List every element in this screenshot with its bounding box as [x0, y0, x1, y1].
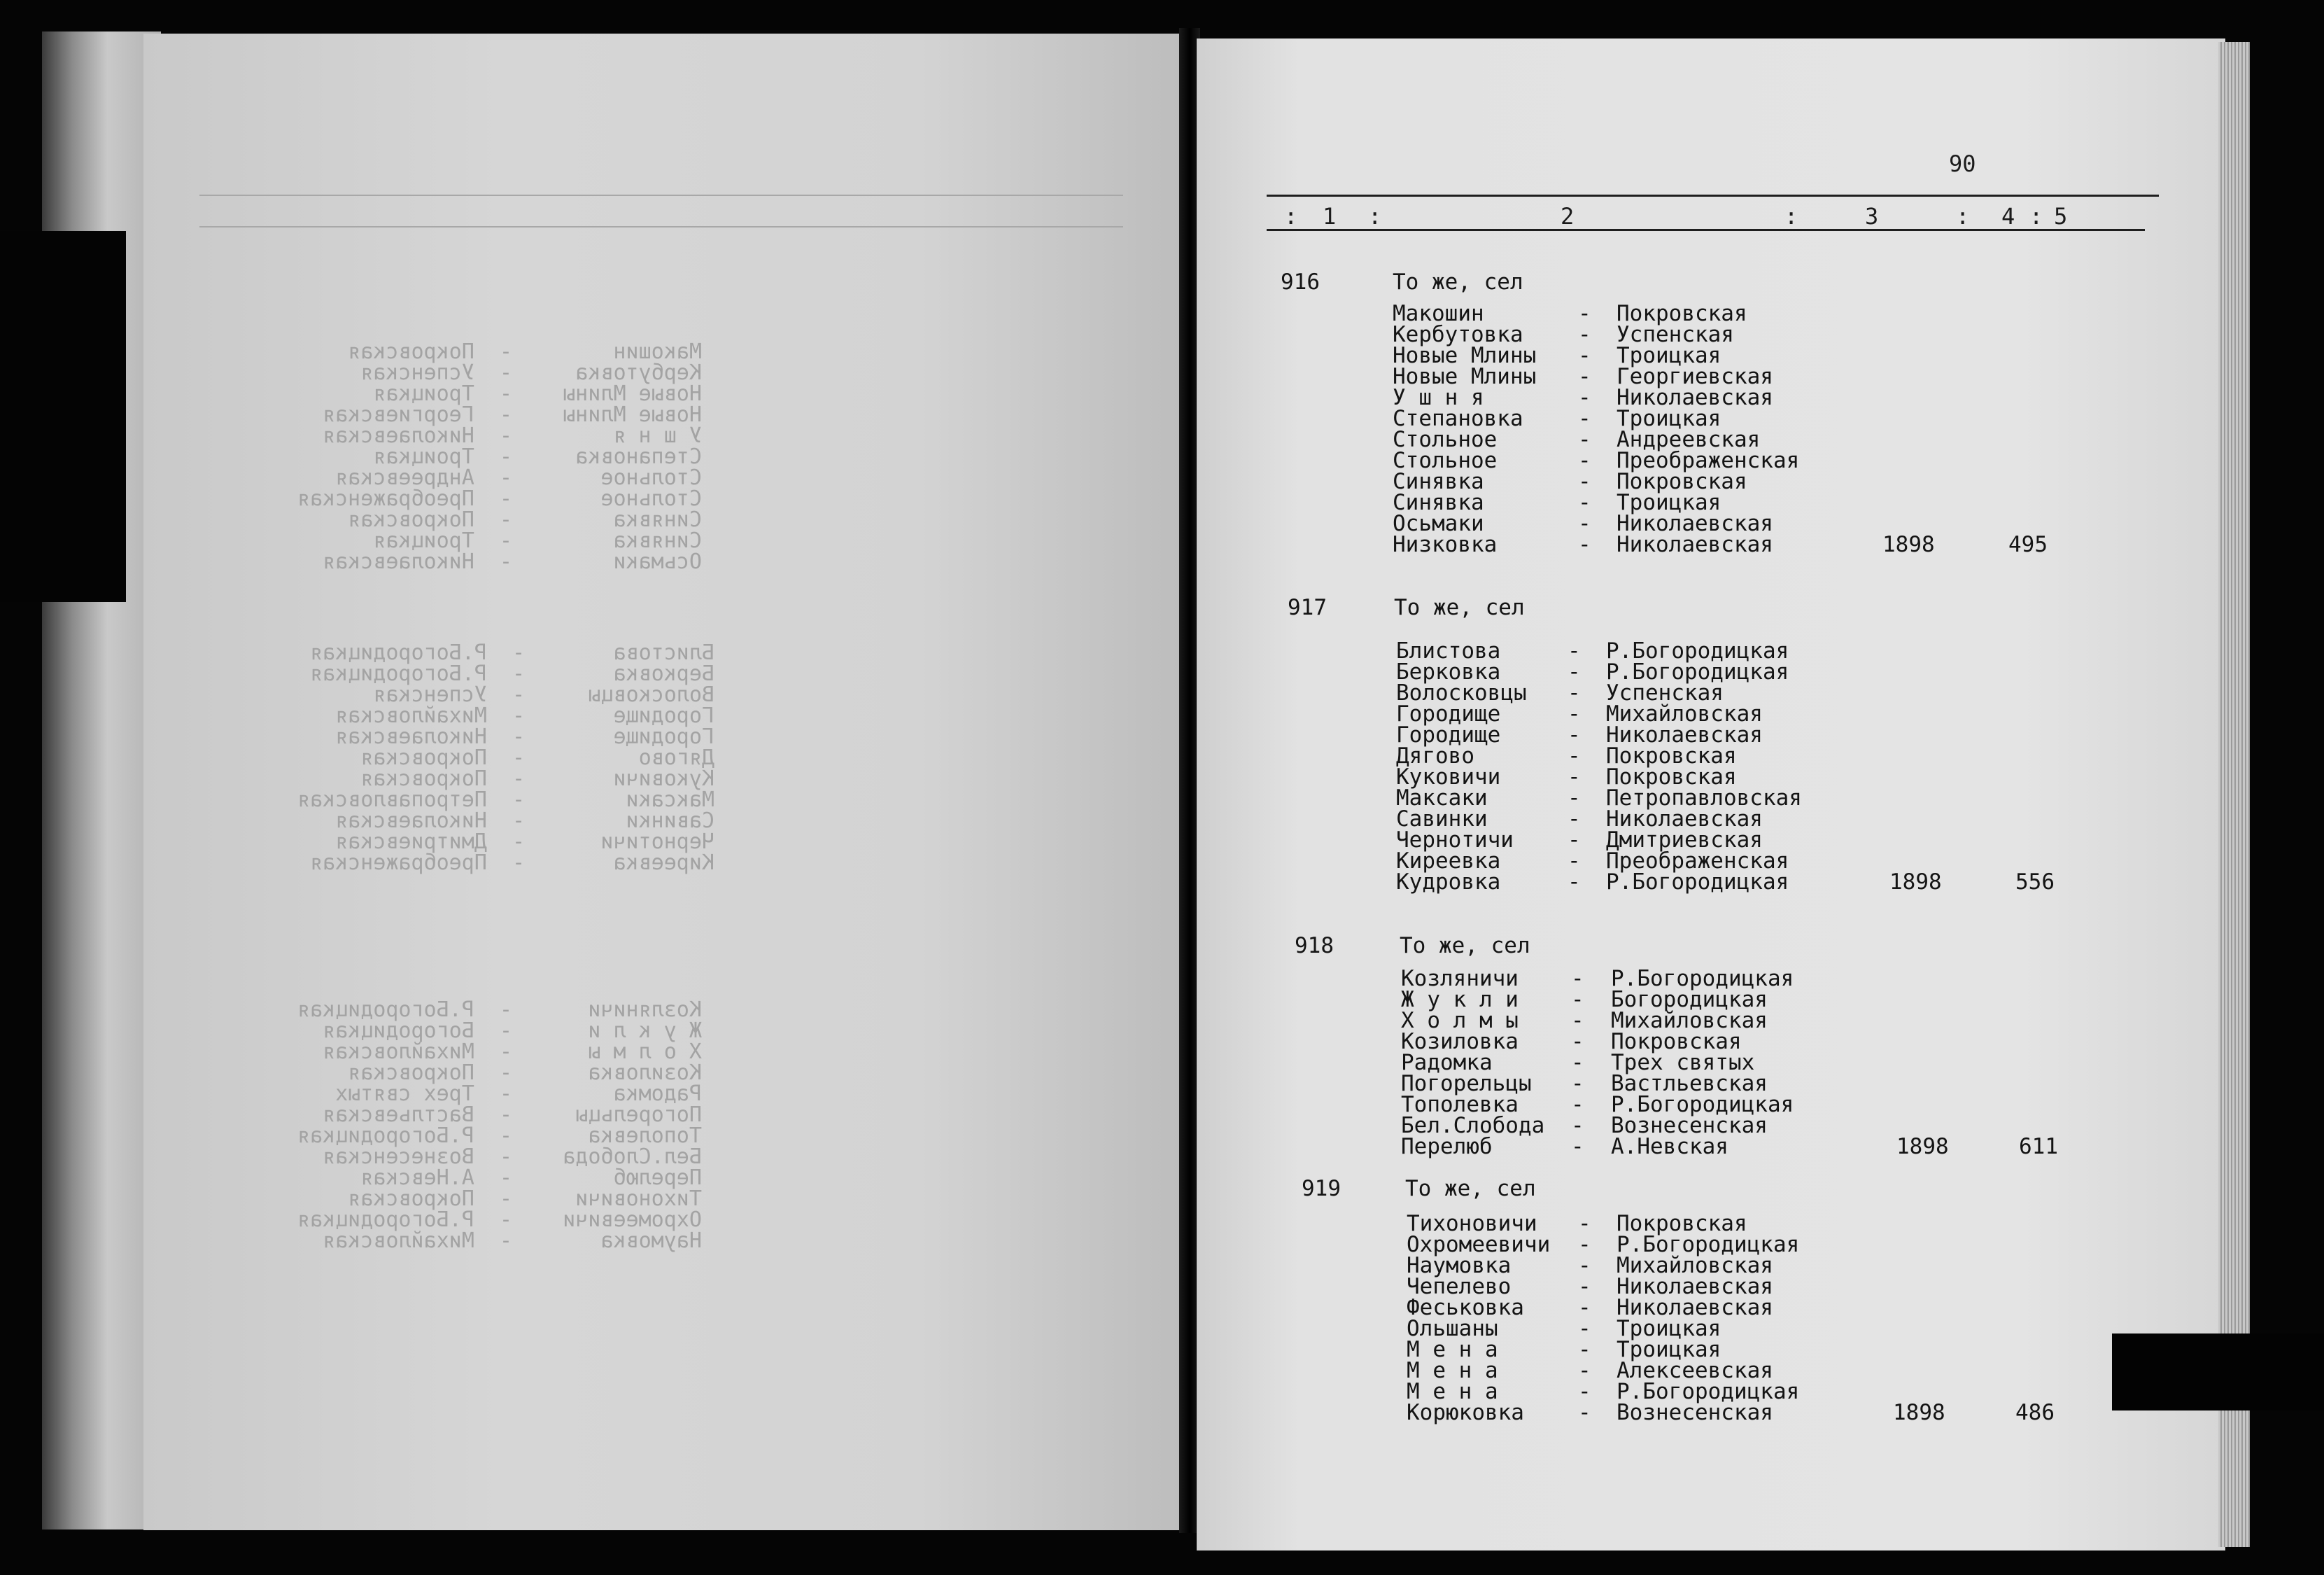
- village-name: Савинки: [1396, 806, 1488, 832]
- dash-separator: -: [1578, 1316, 1591, 1341]
- church-name: Георгиевская: [1617, 364, 1773, 389]
- village-name: У ш н я: [1393, 385, 1484, 410]
- section-title: То же, сел: [1405, 1176, 1536, 1201]
- church-name: Троицкая: [1617, 406, 1721, 431]
- ghost-text-block: Блистова - Р.Богородицкая Берковка - Р.Богородицкая Волосковцы - Успенская Городище - Михайловская Городище - Николаевская Дягово - Покровская Куковичи - Покровская Максаки - Петропавловская Савинки - Николаевская Чернотичи - Дмитриевская Киреевка - Преображенская: [297, 640, 715, 875]
- village-name: Синявка: [1393, 490, 1484, 515]
- column-header-1: 1: [1323, 203, 1337, 230]
- right-page-edge: [2218, 42, 2250, 1547]
- village-name: Ж у к л и: [1401, 987, 1519, 1012]
- village-name: Берковка: [1396, 659, 1501, 685]
- dash-separator: -: [1578, 427, 1591, 452]
- church-name: Покровская: [1617, 301, 1747, 326]
- dash-separator: -: [1578, 532, 1591, 557]
- village-name: Городище: [1396, 722, 1501, 748]
- entry-year: 1898: [1882, 532, 1935, 557]
- dash-separator: -: [1568, 722, 1581, 748]
- village-name: Новые Млины: [1393, 364, 1537, 389]
- dash-separator: -: [1578, 1274, 1591, 1299]
- village-name: Бел.Слобода: [1401, 1113, 1545, 1138]
- church-name: Вознесенская: [1617, 1400, 1773, 1425]
- village-name: Низковка: [1393, 532, 1498, 557]
- village-name: Х о л м ы: [1401, 1008, 1519, 1033]
- dash-separator: -: [1578, 448, 1591, 473]
- ghost-text-block: Козляничи - Р.Богородицкая Ж у к л и - Богородицкая Х о л м ы - Михайловская Козиловка - Покровская Радомка - Трех святых Погорельцы - Вастльевская Тополевка - Р.Богородицкая Бел.Слобода - Вознесенская Перелюб - А.Невская Тихоновичи - Покровская Охромеевичи - Р.Богородицкая Наумовка - Михайловская: [297, 997, 702, 1253]
- church-name: Преображенская: [1606, 848, 1789, 874]
- dash-separator: -: [1568, 806, 1581, 832]
- village-name: Волосковцы: [1396, 680, 1527, 706]
- village-name: Тополевка: [1401, 1092, 1519, 1117]
- village-name: Городище: [1396, 701, 1501, 727]
- dash-separator: -: [1568, 680, 1581, 706]
- church-name: Троицкая: [1617, 343, 1721, 368]
- church-name: Алексеевская: [1617, 1358, 1773, 1383]
- village-name: Стольное: [1393, 448, 1498, 473]
- column-header-3: 3: [1865, 203, 1879, 230]
- church-name: Николаевская: [1617, 1274, 1773, 1299]
- church-name: Михайловская: [1611, 1008, 1768, 1033]
- dash-separator: -: [1568, 701, 1581, 727]
- church-name: Р.Богородицкая: [1617, 1379, 1800, 1404]
- village-name: Тихоновичи: [1407, 1211, 1537, 1236]
- church-name: Успенская: [1606, 680, 1724, 706]
- entry-year: 1898: [1889, 869, 1942, 895]
- dash-separator: -: [1571, 987, 1584, 1012]
- village-name: Кербутовка: [1393, 322, 1523, 347]
- church-name: Успенская: [1617, 322, 1734, 347]
- dash-separator: -: [1578, 469, 1591, 494]
- village-name: М е н а: [1407, 1379, 1498, 1404]
- church-name: Покровская: [1611, 1029, 1742, 1054]
- dash-separator: -: [1568, 764, 1581, 790]
- right-dark-corner: [2112, 1334, 2324, 1410]
- dash-separator: -: [1568, 659, 1581, 685]
- church-name: Дмитриевская: [1606, 827, 1763, 853]
- church-name: Богородицкая: [1611, 987, 1768, 1012]
- dash-separator: -: [1571, 1071, 1584, 1096]
- entry-count: 611: [2019, 1134, 2058, 1159]
- church-name: Николаевская: [1617, 511, 1773, 536]
- church-name: Николаевская: [1617, 385, 1773, 410]
- village-name: Корюковка: [1407, 1400, 1524, 1425]
- church-name: Р.Богородицкая: [1611, 1092, 1794, 1117]
- dash-separator: -: [1578, 1295, 1591, 1320]
- village-name: Козиловка: [1401, 1029, 1519, 1054]
- church-name: Р.Богородицкая: [1606, 638, 1789, 664]
- column-separator: :: [2029, 203, 2043, 230]
- dash-separator: -: [1568, 869, 1581, 895]
- column-header-2: 2: [1561, 203, 1575, 230]
- dash-separator: -: [1571, 1008, 1584, 1033]
- dash-separator: -: [1578, 1232, 1591, 1257]
- village-name: Наумовка: [1407, 1253, 1512, 1278]
- dash-separator: -: [1578, 385, 1591, 410]
- section-title: То же, сел: [1393, 270, 1523, 295]
- church-name: Покровская: [1617, 1211, 1747, 1236]
- dash-separator: -: [1578, 343, 1591, 368]
- church-name: Вознесенская: [1611, 1113, 1768, 1138]
- church-name: Покровская: [1617, 469, 1747, 494]
- village-name: Чернотичи: [1396, 827, 1514, 853]
- dash-separator: -: [1578, 301, 1591, 326]
- entry-number: 918: [1295, 933, 1334, 958]
- village-name: Новые Млины: [1393, 343, 1537, 368]
- dash-separator: -: [1578, 1358, 1591, 1383]
- ghost-rule: [199, 195, 1123, 196]
- dash-separator: -: [1571, 1113, 1584, 1138]
- dash-separator: -: [1571, 1092, 1584, 1117]
- village-name: Ольшаны: [1407, 1316, 1498, 1341]
- section-title: То же, сел: [1400, 933, 1530, 958]
- dash-separator: -: [1568, 785, 1581, 811]
- entry-number: 919: [1302, 1176, 1341, 1201]
- entry-count: 486: [2015, 1400, 2055, 1425]
- church-name: Покровская: [1606, 764, 1737, 790]
- dash-separator: -: [1568, 827, 1581, 853]
- dash-separator: -: [1578, 490, 1591, 515]
- village-name: Феськовка: [1407, 1295, 1524, 1320]
- church-name: Троицкая: [1617, 490, 1721, 515]
- church-name: Преображенская: [1617, 448, 1800, 473]
- village-name: Блистова: [1396, 638, 1501, 664]
- church-name: Вастльевская: [1611, 1071, 1768, 1096]
- dash-separator: -: [1578, 1400, 1591, 1425]
- village-name: Степановка: [1393, 406, 1523, 431]
- column-header-4: 4: [2001, 203, 2015, 230]
- church-name: Николаевская: [1617, 1295, 1773, 1320]
- entry-year: 1898: [1896, 1134, 1949, 1159]
- church-name: Р.Богородицкая: [1606, 869, 1789, 895]
- entry-count: 556: [2015, 869, 2055, 895]
- church-name: Николаевская: [1617, 532, 1773, 557]
- page-number: 90: [1949, 150, 1976, 177]
- village-name: Погорельцы: [1401, 1071, 1532, 1096]
- dash-separator: -: [1571, 1029, 1584, 1054]
- column-separator: :: [1368, 203, 1382, 230]
- dash-separator: -: [1568, 743, 1581, 769]
- village-name: Чепелево: [1407, 1274, 1512, 1299]
- dash-separator: -: [1578, 1337, 1591, 1362]
- church-name: Николаевская: [1606, 722, 1763, 748]
- church-name: Покровская: [1606, 743, 1737, 769]
- church-name: А.Невская: [1611, 1134, 1728, 1159]
- village-name: М е н а: [1407, 1358, 1498, 1383]
- dash-separator: -: [1578, 1253, 1591, 1278]
- entry-number: 916: [1281, 270, 1320, 295]
- village-name: Синявка: [1393, 469, 1484, 494]
- church-name: Р.Богородицкая: [1617, 1232, 1800, 1257]
- church-name: Р.Богородицкая: [1606, 659, 1789, 685]
- entry-count: 495: [2008, 532, 2048, 557]
- church-name: Николаевская: [1606, 806, 1763, 832]
- column-separator: :: [1784, 203, 1798, 230]
- village-name: Кудровка: [1396, 869, 1501, 895]
- church-name: Трех святых: [1611, 1050, 1755, 1075]
- dash-separator: -: [1571, 1050, 1584, 1075]
- dash-separator: -: [1578, 511, 1591, 536]
- village-name: Осьмаки: [1393, 511, 1484, 536]
- dash-separator: -: [1578, 406, 1591, 431]
- village-name: Куковичи: [1396, 764, 1501, 790]
- entry-number: 917: [1288, 595, 1327, 620]
- column-separator: :: [1956, 203, 1970, 230]
- dash-separator: -: [1578, 1379, 1591, 1404]
- ghost-rule: [199, 226, 1123, 227]
- village-name: Максаки: [1396, 785, 1488, 811]
- church-name: Троицкая: [1617, 1316, 1721, 1341]
- village-name: М е н а: [1407, 1337, 1498, 1362]
- header-rule-top: [1267, 195, 2159, 197]
- column-separator: :: [1284, 203, 1298, 230]
- church-name: Андреевская: [1617, 427, 1761, 452]
- church-name: Р.Богородицкая: [1611, 966, 1794, 991]
- village-name: Макошин: [1393, 301, 1484, 326]
- village-name: Киреевка: [1396, 848, 1501, 874]
- church-name: Михайловская: [1606, 701, 1763, 727]
- village-name: Охромеевичи: [1407, 1232, 1551, 1257]
- village-name: Радомка: [1401, 1050, 1493, 1075]
- church-name: Михайловская: [1617, 1253, 1773, 1278]
- village-name: Перелюб: [1401, 1134, 1493, 1159]
- village-name: Дягово: [1396, 743, 1474, 769]
- column-header-5: 5: [2054, 203, 2068, 230]
- left-page: [143, 34, 1179, 1530]
- village-name: Козляничи: [1401, 966, 1519, 991]
- church-name: Троицкая: [1617, 1337, 1721, 1362]
- dash-separator: -: [1578, 1211, 1591, 1236]
- section-title: То же, сел: [1394, 595, 1525, 620]
- dash-separator: -: [1571, 1134, 1584, 1159]
- left-dark-margin: [0, 231, 126, 602]
- village-name: Стольное: [1393, 427, 1498, 452]
- dash-separator: -: [1578, 322, 1591, 347]
- entry-year: 1898: [1893, 1400, 1945, 1425]
- dash-separator: -: [1568, 848, 1581, 874]
- dash-separator: -: [1568, 638, 1581, 664]
- dash-separator: -: [1578, 364, 1591, 389]
- church-name: Петропавловская: [1606, 785, 1802, 811]
- dash-separator: -: [1571, 966, 1584, 991]
- ghost-text-block: Макошин - Покровская Кербутовка - Успенская Новые Млины - Троицкая Новые Млины - Георгиевская У ш н я - Николаевская Степановка - Троицкая Стольное - Андреевская Стольное - Преображенская Синявка - Покровская Синявка - Троицкая Осьмаки - Николаевская: [297, 340, 702, 574]
